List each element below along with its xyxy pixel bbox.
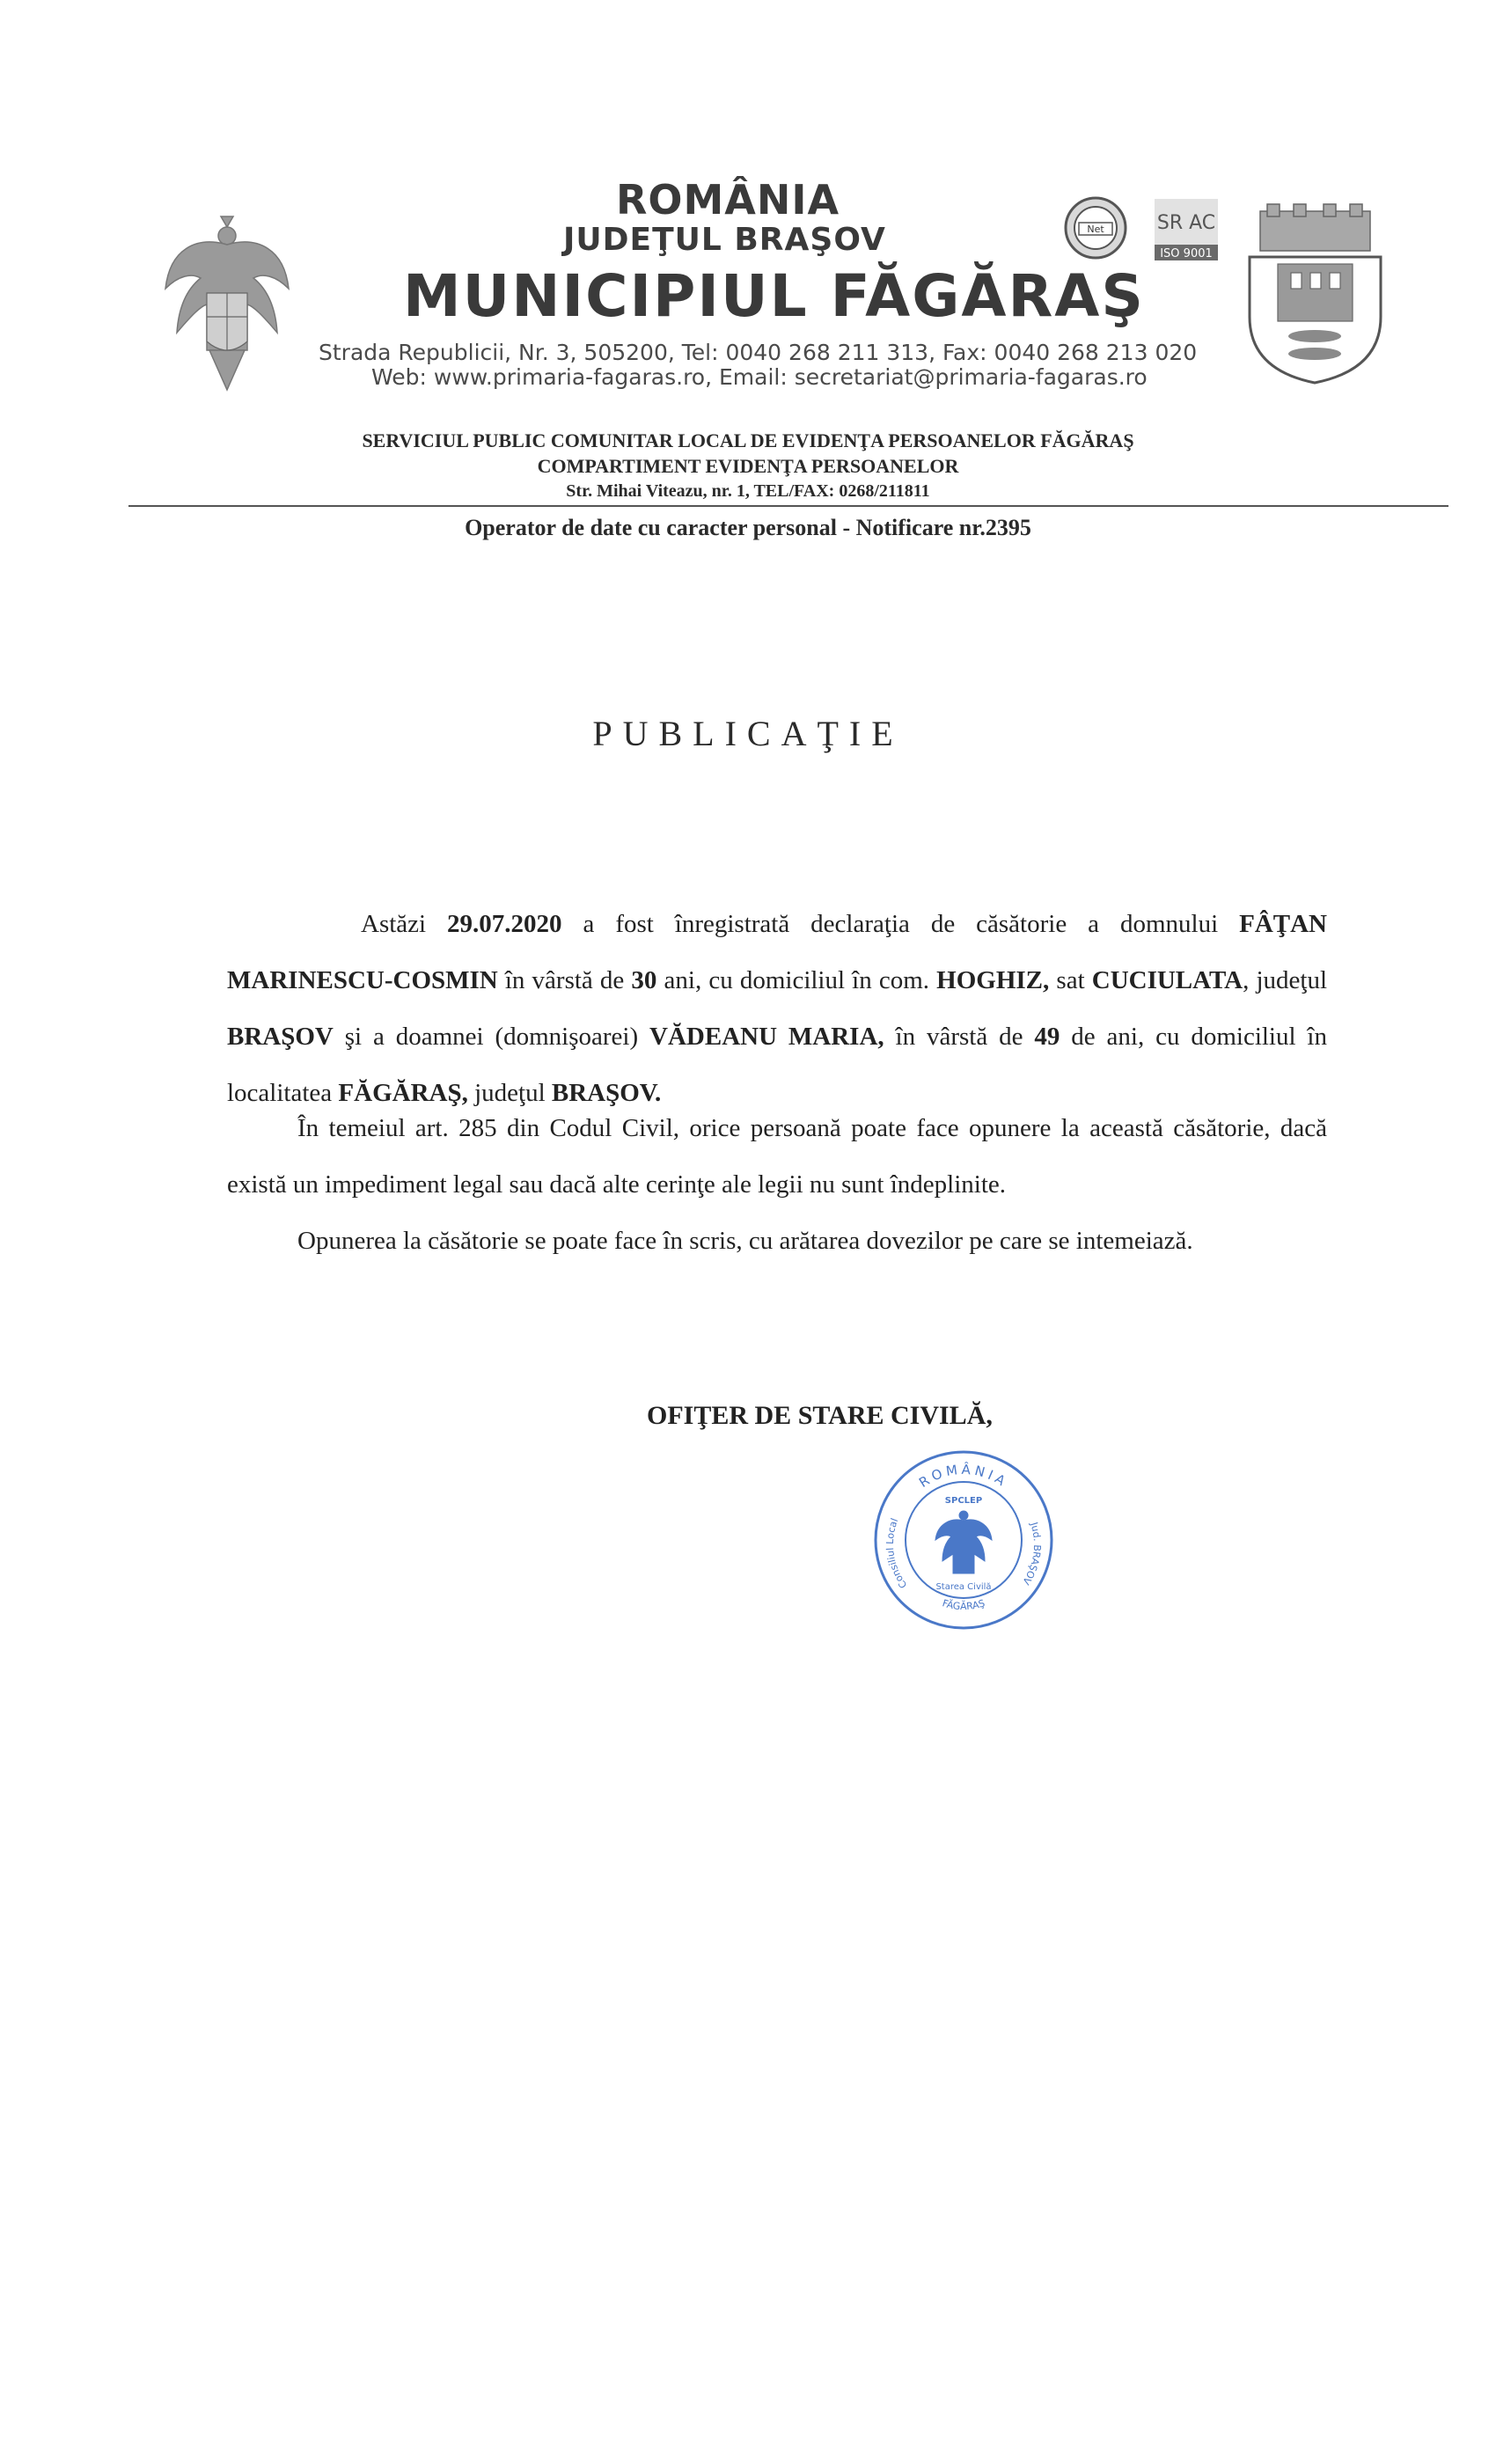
text-segment: în vârstă de xyxy=(884,1023,1035,1051)
header-address xyxy=(319,341,1197,390)
stamp-right-text: Jud. BRAŞOV xyxy=(1020,1521,1044,1588)
bride-city: FĂGĂRAŞ, xyxy=(338,1079,468,1107)
groom-name: FÂŢAN MARINESCU-COSMIN xyxy=(227,910,1327,994)
text-segment: de ani, cu domiciliul în localitatea xyxy=(227,1023,1327,1107)
certification-logo xyxy=(1063,195,1129,266)
text-segment: în vârstă de xyxy=(497,966,632,994)
stamp-left-text: Consiliul Local xyxy=(884,1516,910,1591)
text-segment: ani, cu domiciliul în com. xyxy=(656,966,937,994)
web-email-line: Web: www.primaria-fagaras.ro, Email: secretariat@primaria-fagaras.ro xyxy=(371,364,1148,390)
document-title: PUBLICAŢIE xyxy=(592,714,904,753)
fagaras-coat-of-arms-logo xyxy=(1243,202,1388,392)
groom-commune: HOGHIZ, xyxy=(936,966,1050,994)
stamp-starea: Starea Civilă xyxy=(935,1582,992,1592)
address-line: Strada Republicii, Nr. 3, 505200, Tel: 0040 268 211 313, Fax: 0040 268 213 020 xyxy=(319,340,1198,365)
data-operator-notice: Operator de date cu caracter personal - Notificare nr.2395 xyxy=(465,515,1031,540)
header-divider xyxy=(128,505,1448,507)
srac-text: SR AC xyxy=(1156,212,1216,234)
bride-county: BRAŞOV. xyxy=(551,1079,662,1107)
header-municipality: MUNICIPIUL FĂGĂRAŞ xyxy=(403,262,1145,330)
text-segment: judeţul xyxy=(467,1079,552,1107)
svg-text:Consiliul Local xyxy=(884,1516,909,1590)
text-segment: Astăzi xyxy=(361,910,448,938)
legal-basis-paragraph: În temeiul art. 285 din Codul Civil, orice persoană poate face opunere la această căsătorie, dacă există un impediment legal sau dacă alte cerinţe ale legii nu sunt îndeplinite. xyxy=(227,1114,1327,1199)
stamp-spclep: SPCLEP xyxy=(944,1496,983,1506)
text-segment: şi a doamnei (domnişoarei) xyxy=(333,1023,650,1051)
groom-county: BRAŞOV xyxy=(227,1023,334,1051)
iso-text: ISO 9001 xyxy=(1160,247,1213,260)
svg-text:Jud. BRAŞOV xyxy=(1020,1520,1043,1587)
cert-logo-text: Net xyxy=(1087,224,1104,235)
stamp-eagle-icon xyxy=(935,1511,992,1573)
department-address: Str. Mihai Viteazu, nr. 1, TEL/FAX: 0268/211811 xyxy=(566,481,930,501)
groom-age: 30 xyxy=(631,966,657,994)
stamp-bottom-text: FĂGĂRAŞ xyxy=(941,1597,986,1613)
signature-title: OFIŢER DE STARE CIVILĂ, xyxy=(647,1401,993,1430)
svg-text:FĂGĂRAŞ xyxy=(941,1597,986,1612)
bride-name: VĂDEANU MARIA, xyxy=(649,1023,884,1051)
department-name: COMPARTIMENT EVIDENŢA PERSOANELOR xyxy=(537,455,959,477)
svg-text:ROMÂNIA xyxy=(916,1461,1011,1491)
header-country: ROMÂNIA xyxy=(616,176,840,224)
text-segment: a fost înregistrată declaraţia de căsătorie a domnului xyxy=(561,910,1240,938)
text-segment: , judeţul xyxy=(1243,966,1327,994)
bride-age: 49 xyxy=(1034,1023,1060,1051)
service-name: SERVICIUL PUBLIC COMUNITAR LOCAL DE EVIDENŢA PERSOANELOR FĂGĂRAŞ xyxy=(362,429,1134,451)
declaration-paragraph xyxy=(227,896,1327,1121)
header-county: JUDEŢUL BRAŞOV xyxy=(563,222,886,258)
srac-iso-logo xyxy=(1155,199,1218,267)
declaration-date: 29.07.2020 xyxy=(447,910,562,938)
official-stamp xyxy=(867,1443,1060,1641)
stamp-top-text: ROMÂNIA xyxy=(916,1461,1011,1492)
groom-village: CUCIULATA xyxy=(1091,966,1243,994)
text-segment: sat xyxy=(1049,966,1092,994)
opposition-paragraph: Opunerea la căsătorie se poate face în scris, cu arătarea dovezilor pe care se intemeiază. xyxy=(297,1227,1193,1255)
romania-coat-of-arms-logo xyxy=(161,209,293,394)
